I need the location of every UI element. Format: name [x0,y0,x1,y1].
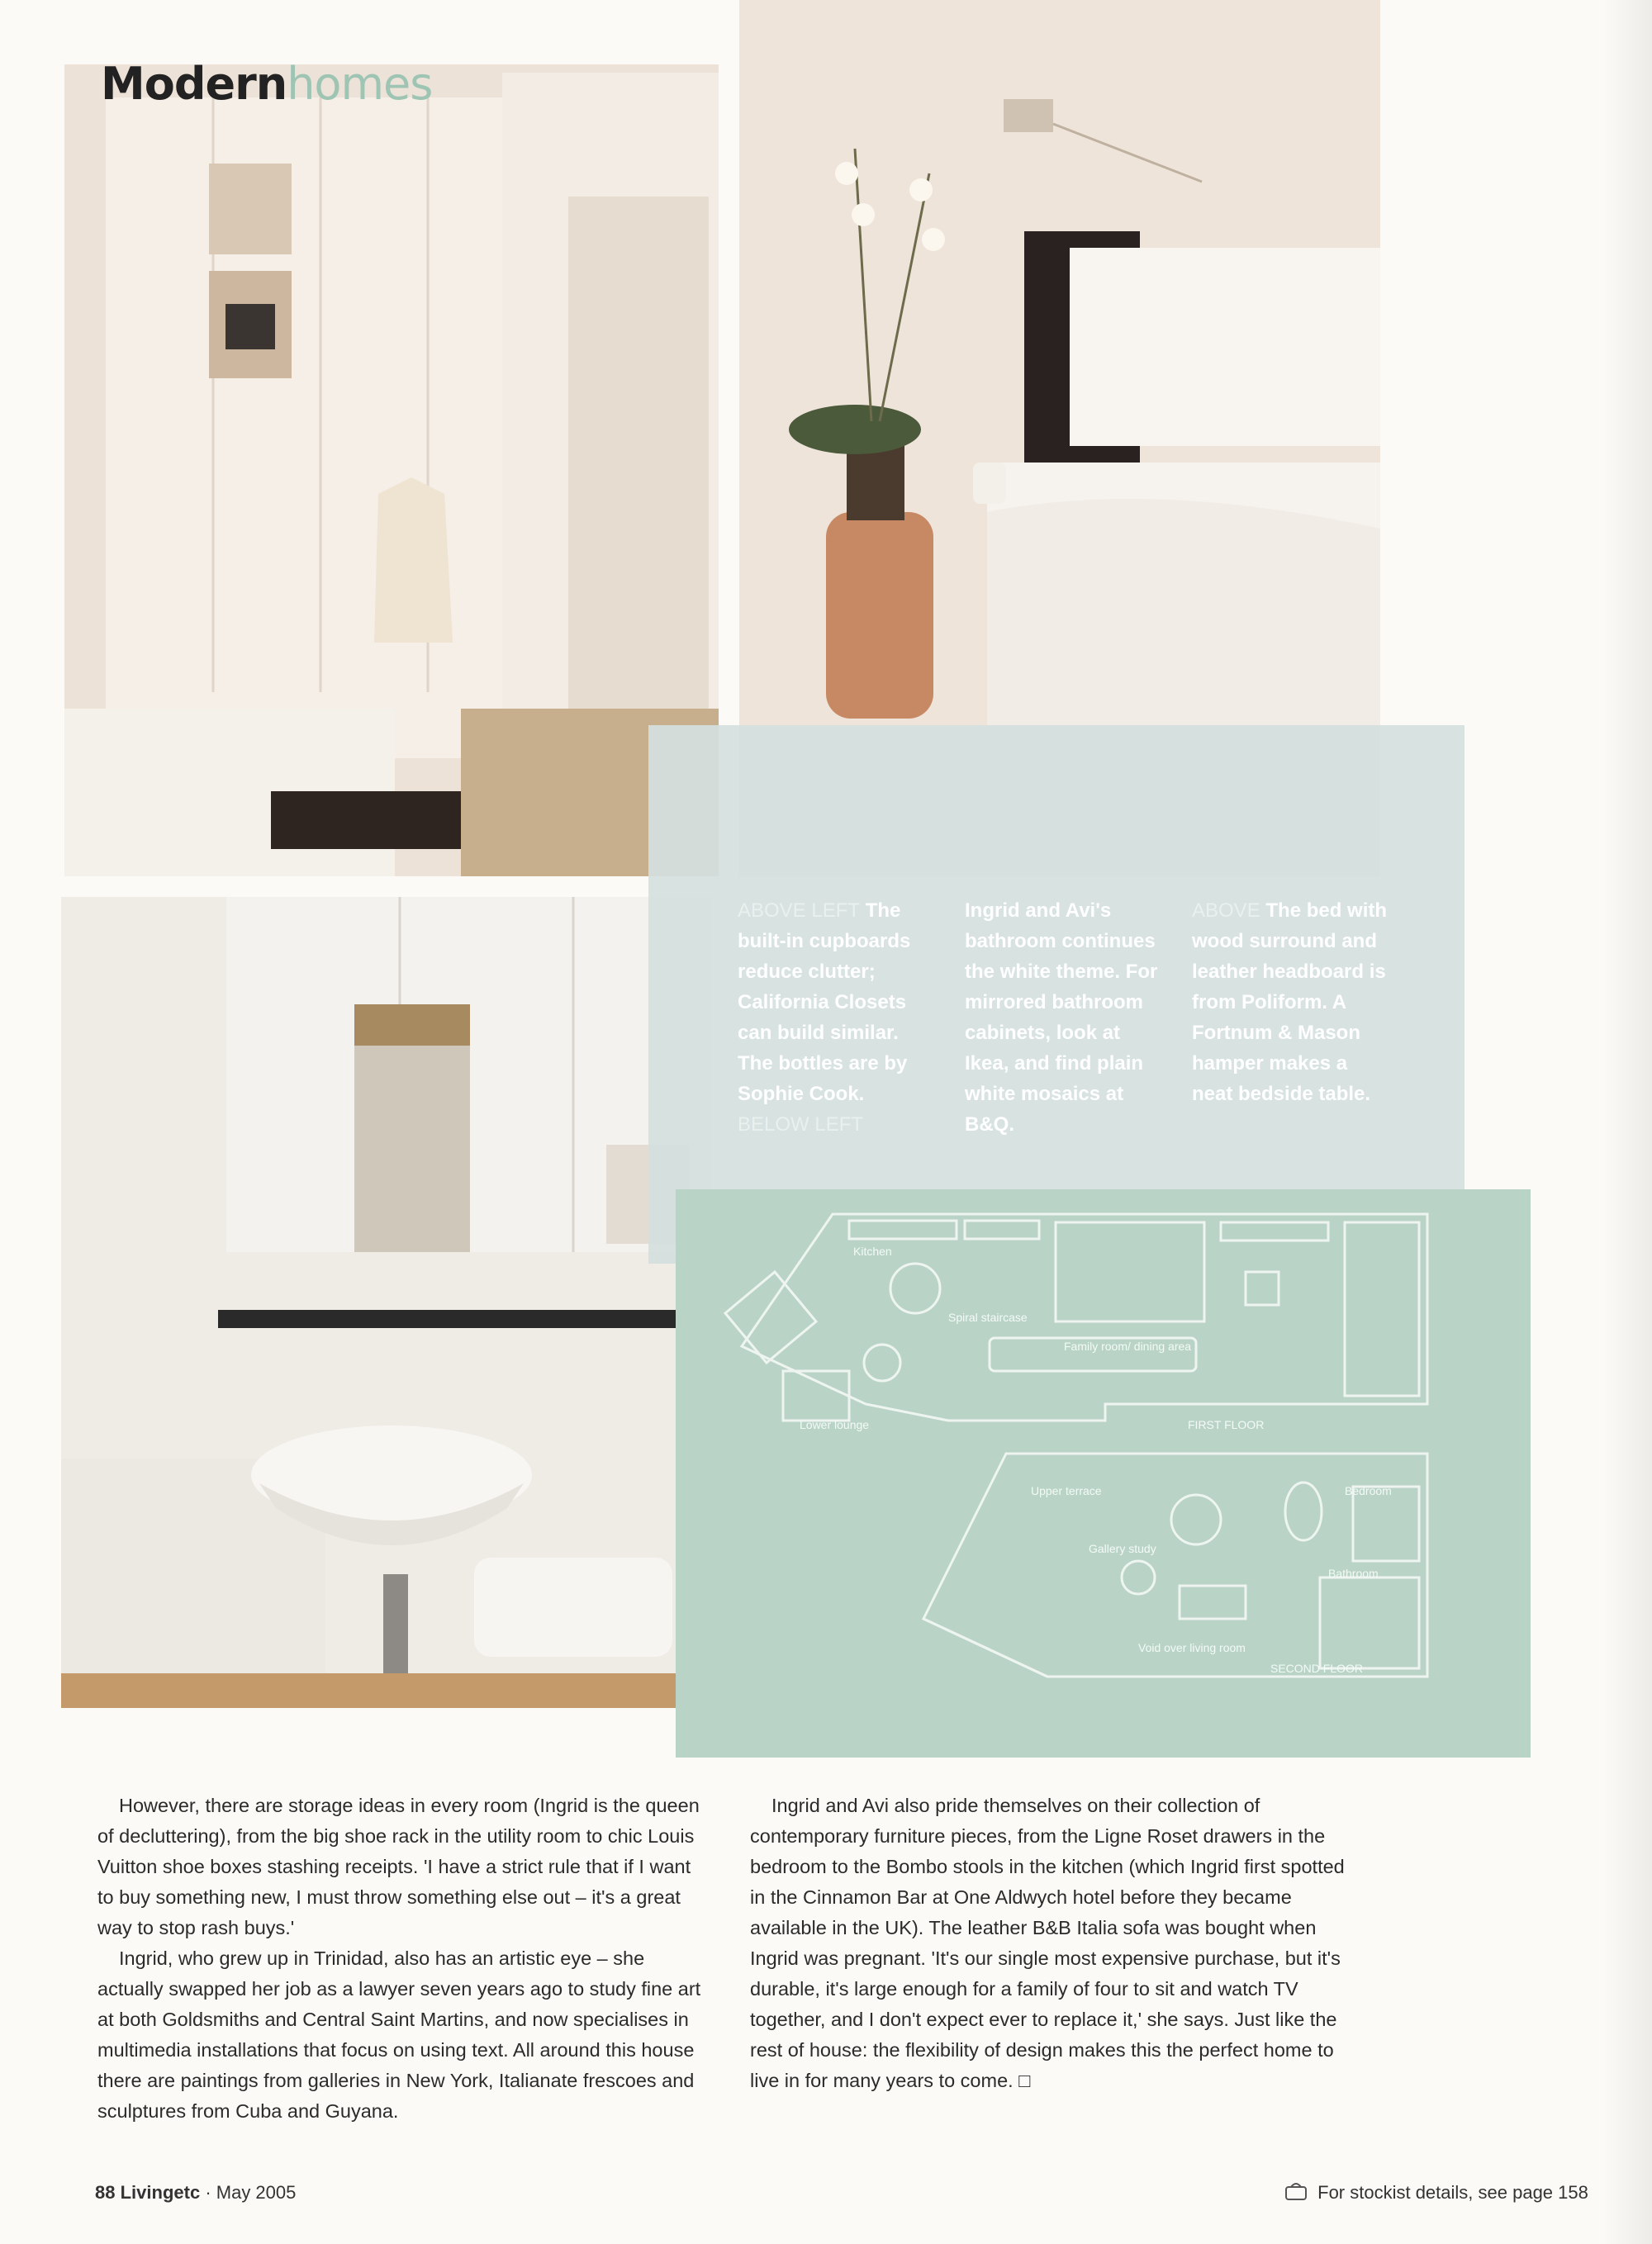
magazine-name: Livingetc [120,2182,201,2203]
floorplan-label-bedroom: Bedroom [1345,1484,1392,1497]
caption-text-above: The bed with wood surround and leather headboard is from Poliform. A Fortnum & Mason hamper makes a neat bedside table. [1192,899,1388,1105]
section-title-word-1: Modern [101,58,287,110]
bedroom-wardrobe-illustration [64,64,719,876]
caption-label-above: ABOVE [1192,899,1260,922]
photo-bedroom-wardrobe [64,64,719,876]
article-column-1 [97,1791,709,2127]
caption-text-below-left: Ingrid and Avi's bathroom continues the white theme. For mirrored bathroom cabinets, look at Ikea, and find plain white mosaics at B&Q. [965,899,1158,1136]
floorplan-label-void-over: Void over living room [1138,1641,1246,1654]
caption-label-above-left: ABOVE LEFT [738,899,861,922]
photo-bathroom [61,897,712,1708]
floorplan-label-lower-lounge: Lower lounge [800,1418,870,1431]
floorplan-label-bathroom: Bathroom [1328,1567,1379,1580]
floorplan-panel [676,1189,1531,1758]
floorplan-label-second-floor: SECOND FLOOR [1270,1662,1364,1675]
floorplan-label-kitchen: Kitchen [853,1245,892,1258]
caption-column-3 [1192,895,1390,1109]
section-title-word-2: homes [287,58,433,110]
floorplan-diagram [676,1189,1531,1758]
caption-column-2 [965,895,1163,1140]
caption-text-above-left: The built-in cupboards reduce clutter; California Closets can build similar. The bottles are by Sophie Cook. [738,899,911,1105]
floorplan-label-first-floor: FIRST FLOOR [1188,1418,1265,1431]
article-column-2 [750,1791,1361,2096]
article-paragraph: Ingrid, who grew up in Trinidad, also has an artistic eye – she actually swapped her job as a lawyer seven years ago to study fine art at both Goldsmiths and Central Saint Martins, and now specialises in multimedia installations that focus on using text. All around this house there are paintings from galleries in New York, Italianate frescoes and sculptures from Cuba and Guyana. [97,1947,701,2122]
article-paragraph: Ingrid and Avi also pride themselves on their collection of contemporary furniture pieces, from the Ligne Roset drawers in the bedroom to the Bombo stools in the kitchen (which Ingrid first spotted in the Cinnamon Bar at One Aldwych hotel before they became available in the UK). The leather B&B Italia sofa was bought when Ingrid was pregnant. 'It's our single most expensive purchase, but it's durable, it's large enough for a family of four to sit and watch TV together, and I don't expect ever to replace it,' she says. Just like the rest of house: the flexibility of design makes this the perfect home to live in for many years to come. □ [750,1795,1345,2091]
page-footer-right [1284,2182,1588,2205]
caption-column-1 [738,895,936,1140]
page-footer-left [95,2182,296,2204]
section-title [101,58,432,110]
shopping-bag-icon [1284,2182,1308,2205]
floorplan-label-upper-terrace: Upper terrace [1031,1484,1102,1497]
floorplan-label-gallery-study: Gallery study [1089,1542,1156,1555]
caption-label-below-left: BELOW LEFT [738,1113,864,1136]
floorplan-label-spiral-staircase: Spiral staircase [948,1311,1028,1324]
page-number: 88 [95,2182,116,2203]
bathroom-illustration [61,897,712,1708]
issue-date: · May 2005 [205,2182,297,2203]
page-edge-shadow [1602,0,1652,2244]
article-paragraph: However, there are storage ideas in every room (Ingrid is the queen of decluttering), from the big shoe rack in the utility room to chic Louis Vuitton shoe boxes stashing receipts. 'I have a strict rule that if I want to buy something new, I must throw something else out – it's a great way to stop rash buys.' [97,1795,700,1938]
floorplan-label-family-room: Family room/ dining area [1064,1340,1192,1353]
stockist-note: For stockist details, see page 158 [1317,2182,1588,2203]
